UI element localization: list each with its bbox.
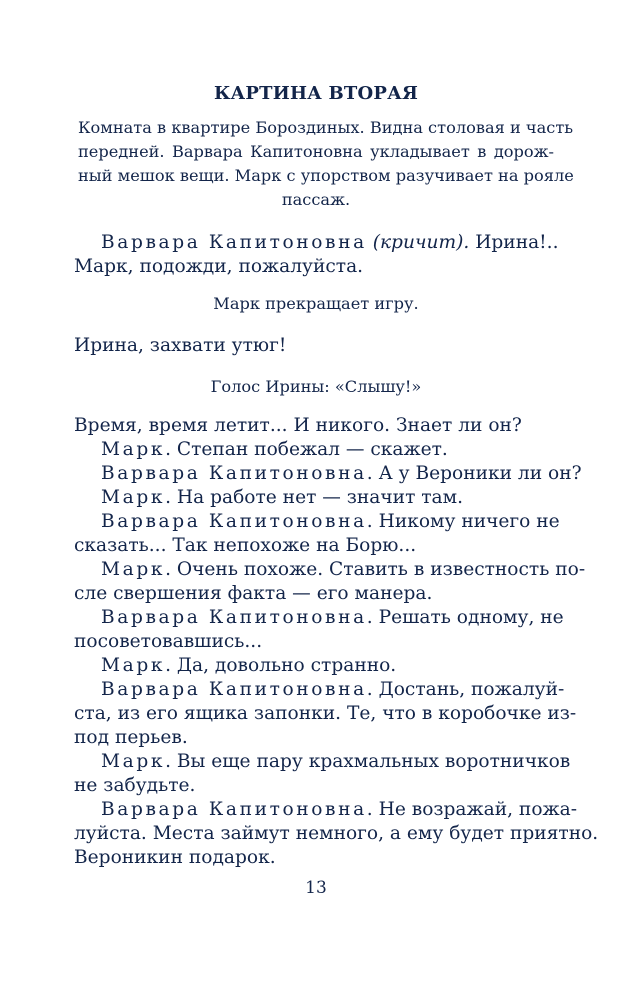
- dialogue-line: [74, 702, 577, 726]
- replica-text: луйста. Места займут немного, а ему будет приятно.: [74, 823, 599, 844]
- replica-text: . Достань, пожалуй-: [366, 679, 565, 700]
- speaker-name: Варвара Капитоновна: [101, 232, 367, 253]
- replica-text: . Вы еще пару крахмальных воротничков: [165, 751, 571, 772]
- replica-text: Ирина!..: [469, 232, 559, 253]
- dialogue-list: [74, 438, 599, 870]
- dialogue-line: [74, 486, 558, 510]
- speaker-name: Варвара Капитоновна: [101, 799, 367, 820]
- replica-text: сле свершения факта — его манера.: [74, 583, 433, 604]
- replica-text: . Никому ничего не: [366, 511, 560, 532]
- replica-text: посоветовавшись...: [74, 631, 263, 652]
- speaker-name: Варвара Капитоновна: [101, 679, 367, 700]
- dialogue-line: [74, 510, 558, 534]
- replica-text: Ирина, захвати утюг!: [74, 335, 287, 356]
- dialogue-line: [74, 726, 558, 750]
- replica-text: под перьев.: [74, 727, 188, 748]
- replica-text-block: [74, 334, 558, 358]
- dialogue-line: [74, 582, 558, 606]
- stage-direction-line: передней. Варвара Капитоновна укладывает в дорож-: [78, 142, 554, 161]
- speaker-name: Марк: [101, 655, 166, 676]
- replica-text: Вероникин подарок.: [74, 847, 276, 868]
- replica-text: . Очень похоже. Ставить в известность по-: [165, 559, 586, 580]
- replica-varvara-1: [74, 231, 558, 279]
- speaker-name: Марк: [101, 487, 166, 508]
- dialogue-line: [74, 558, 586, 582]
- dialogue-line: [74, 822, 599, 846]
- speaker-name: Варвара Капитоновна: [101, 463, 367, 484]
- stage-note: Голос Ирины: «Слышу!»: [210, 377, 422, 396]
- remark: (кричит).: [372, 232, 470, 253]
- stage-direction: [78, 116, 574, 212]
- replica-text: . А у Вероники ли он?: [366, 463, 582, 484]
- dialogue-line: [74, 774, 558, 798]
- replica-text: сказать... Так непохоже на Борю...: [74, 535, 417, 556]
- speaker-name: Марк: [101, 751, 166, 772]
- speaker-name: Марк: [101, 439, 166, 460]
- dialogue-line: [74, 534, 558, 558]
- speaker-name: Варвара Капитоновна: [101, 607, 367, 628]
- stage-direction-line: ный мешок вещи. Марк с упорством разучивает на рояле: [78, 166, 574, 185]
- dialogue-line: [74, 678, 565, 702]
- stage-direction-line: Комната в квартире Бороздиных. Видна столовая и часть: [78, 118, 574, 137]
- replica-text: не забудьте.: [74, 775, 196, 796]
- dialogue-line: [74, 750, 571, 774]
- dialogue-line: [74, 654, 558, 678]
- dialogue-line: [74, 798, 577, 822]
- speaker-name: Марк: [101, 559, 166, 580]
- replica-text: . Да, довольно странно.: [165, 655, 397, 676]
- replica-text: . Решать одному, не: [366, 607, 564, 628]
- dialogue-line: [74, 438, 558, 462]
- scene-title: КАРТИНА ВТОРАЯ: [213, 83, 419, 104]
- replica-text: . Степан побежал — скажет.: [165, 439, 448, 460]
- page-number: 13: [305, 878, 327, 898]
- dialogue-line: [74, 462, 582, 486]
- replica-text: Время, время летит... И никого. Знает ли он?: [74, 415, 522, 436]
- speaker-name: Варвара Капитоновна: [101, 511, 367, 532]
- dialogue-line: [74, 630, 558, 654]
- dialogue-block: [74, 414, 599, 870]
- dialogue-line: [74, 846, 558, 870]
- replica-text: Марк, подожди, пожалуйста.: [74, 256, 364, 277]
- stage-note: Марк прекращает игру.: [213, 294, 419, 313]
- replica-text: . Не возражай, пожа-: [366, 799, 577, 820]
- replica-text: ста, из его ящика запонки. Те, что в коробочке из-: [74, 703, 577, 724]
- replica-text: . На работе нет — значит там.: [165, 487, 464, 508]
- stage-direction-line: пассаж.: [281, 190, 351, 209]
- dialogue-line: [74, 606, 564, 630]
- book-page: [74, 0, 599, 1000]
